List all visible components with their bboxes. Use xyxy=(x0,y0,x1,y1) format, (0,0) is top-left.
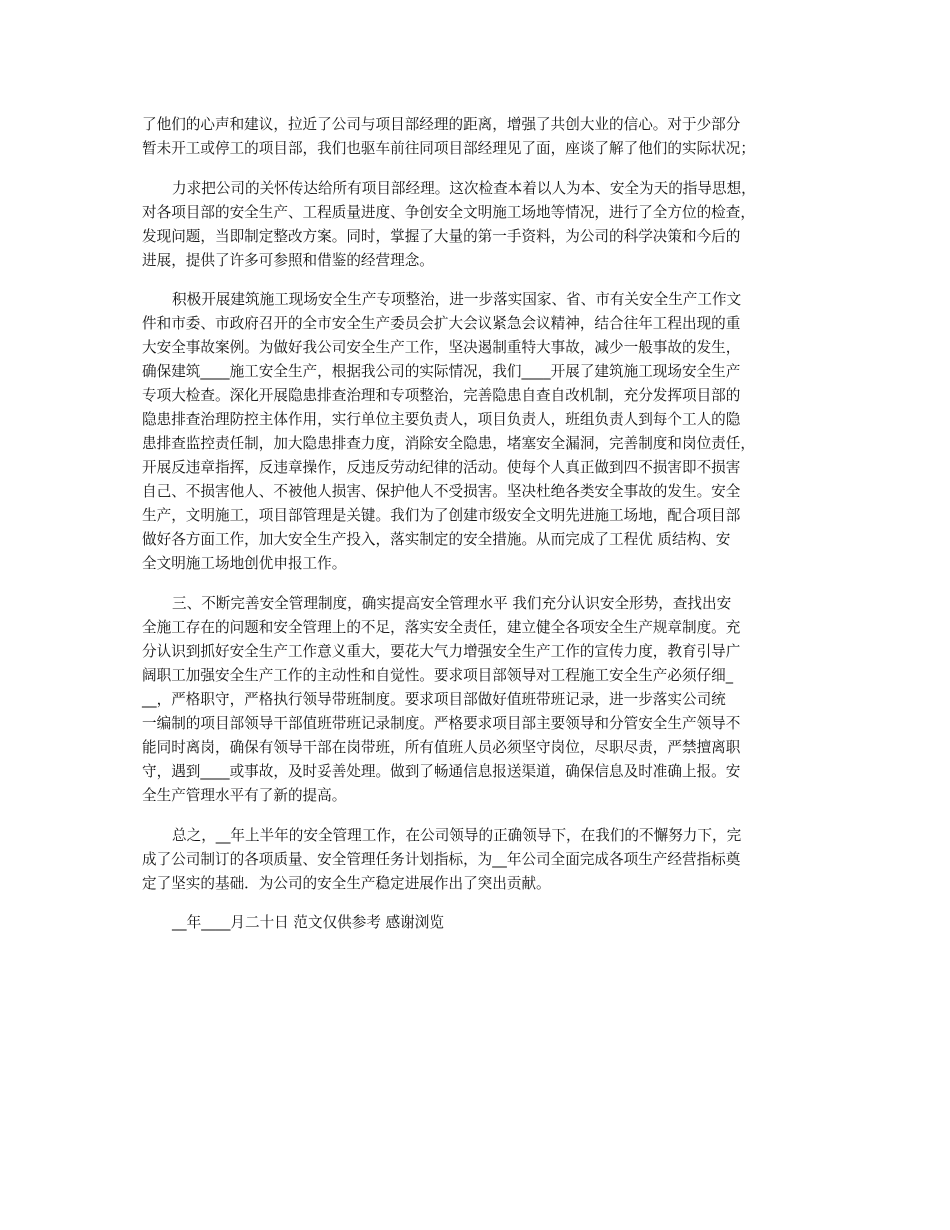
paragraph-line: 能同时离岗，确保有领导干部在岗带班，所有值班人员必须坚守岗位，尽职尽责，严禁擅离职 xyxy=(142,739,741,756)
paragraph-line: 全文明施工场地创优申报工作。 xyxy=(142,555,347,572)
paragraph-line: __，严格职守，严格执行领导带班制度。要求项目部做好值班带班记录，进一步落实公司统 xyxy=(142,691,726,708)
paragraph-line: 对各项目部的安全生产、工程质量进度、争创安全文明施工场地等情况，进行了全方位的检查， xyxy=(142,204,755,221)
paragraph-line: 暂未开工或停工的项目部，我们也驱车前往同项目部经理见了面，座谈了解了他们的实际状况； xyxy=(142,140,755,157)
paragraph-line: 力求把公司的关怀传达给所有项目部经理。这次检查本着以人为本、安全为天的指导思想， xyxy=(172,180,756,197)
paragraph-line: 大安全事故案例。为做好我公司安全生产工作，坚决遏制重特大事故，减少一般事故的发生， xyxy=(142,339,741,356)
paragraph-line: 患排查监控责任制，加大隐患排查力度，消除安全隐患，堵塞安全漏洞，完善制度和岗位责任， xyxy=(142,435,755,452)
paragraph-line: 守，遇到____或事故，及时妥善处理。做到了畅通信息报送渠道，确保信息及时准确上报。安 xyxy=(142,763,741,780)
paragraph-line: 全施工存在的问题和安全管理上的不足，落实安全责任，建立健全各项安全生产规章制度。充 xyxy=(142,619,741,636)
paragraph-line: 生产，文明施工，项目部管理是关键。我们为了创建市级安全文明先进施工场地，配合项目部 xyxy=(142,507,741,524)
paragraph-line: 发现问题，当即制定整改方案。同时，掌握了大量的第一手资料，为公司的科学决策和今后的 xyxy=(142,228,741,245)
paragraph-line: 阔职工加强安全生产工作的主动性和自觉性。要求项目部领导对工程施工安全生产必须仔细_ xyxy=(142,667,734,684)
paragraph-line: 确保建筑____施工安全生产，根据我公司的实际情况，我们____开展了建筑施工现场安全生产 xyxy=(142,363,741,380)
paragraph-line: 定了坚实的基础．为公司的安全生产稳定进展作出了突出贡献。 xyxy=(142,875,551,892)
paragraph-line: 总之，__年上半年的安全管理工作，在公司领导的正确领导下，在我们的不懈努力下，完 xyxy=(172,827,742,844)
paragraph-line: 成了公司制订的各项质量、安全管理任务计划指标，为__年公司全面完成各项生产经营指标奠 xyxy=(142,851,741,868)
paragraph-line: 专项大检查。深化开展隐患排查治理和专项整治，完善隐患自查自改机制，充分发挥项目部的 xyxy=(142,387,741,404)
paragraph-line: 三、不断完善安全管理制度，确实提高安全管理水平 我们充分认识安全形势，查找出安 xyxy=(172,595,732,612)
date-and-footer-text: __年____月二十日 范文仅供参考 感谢浏览 xyxy=(172,914,444,931)
paragraph-line: 自己、不损害他人、不被他人损害、保护他人不受损害。坚决杜绝各类安全事故的发生。安全 xyxy=(142,483,741,500)
paragraph-line: 一编制的项目部领导干部值班带班记录制度。严格要求项目部主要领导和分管安全生产领导不 xyxy=(142,715,741,732)
paragraph-line: 进展，提供了许多可参照和借鉴的经营理念。 xyxy=(142,252,434,269)
paragraph-line: 了他们的心声和建议，拉近了公司与项目部经理的距离，增强了共创大业的信心。对于少部分 xyxy=(142,116,741,133)
paragraph-line: 全生产管理水平有了新的提高。 xyxy=(142,787,347,804)
paragraph-line: 开展反违章指挥，反违章操作，反违反劳动纪律的活动。使每个人真正做到四不损害即不损害 xyxy=(142,459,741,476)
paragraph-line: 做好各方面工作，加大安全生产投入，落实制定的安全措施。从而完成了工程优 质结构、安 xyxy=(142,531,731,548)
paragraph-line: 件和市委、市政府召开的全市安全生产委员会扩大会议紧急会议精神，结合往年工程出现的重 xyxy=(142,315,741,332)
paragraph-line: 隐患排查治理防控主体作用，实行单位主要负责人，项目负责人，班组负责人到每个工人的隐 xyxy=(142,411,741,428)
paragraph-line: 分认识到抓好安全生产工作意义重大，要花大气力增强安全生产工作的宣传力度，教育引导广 xyxy=(142,643,741,660)
paragraph-line: 积极开展建筑施工现场安全生产专项整治，进一步落实国家、省、市有关安全生产工作文 xyxy=(172,291,742,308)
